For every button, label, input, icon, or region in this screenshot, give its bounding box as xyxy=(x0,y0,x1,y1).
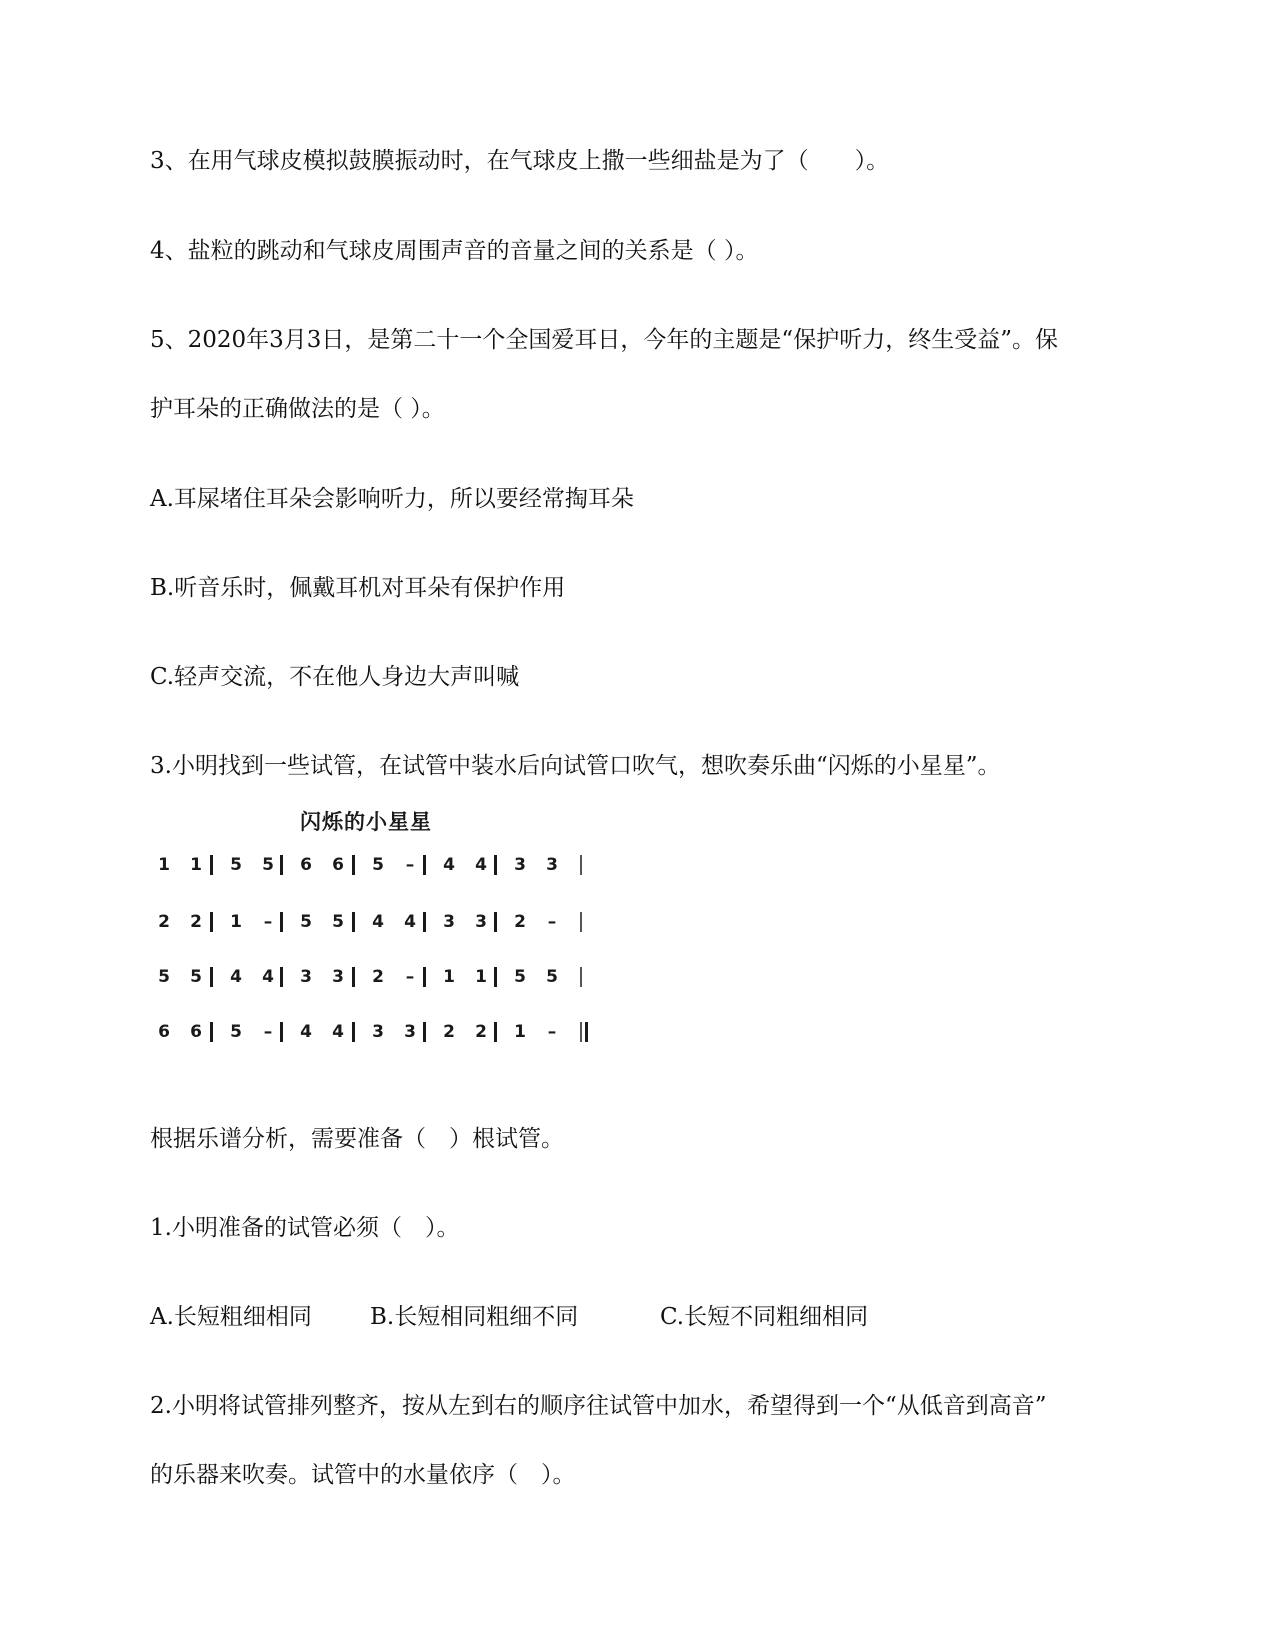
score-note: 5 xyxy=(262,855,274,875)
score-note: 2 xyxy=(158,912,170,932)
score-row xyxy=(150,907,620,937)
answer-option-a: A.长短粗细相同 xyxy=(150,1304,312,1330)
score-note: 5 xyxy=(546,967,558,987)
score-barline xyxy=(210,912,213,932)
score-note: 2 xyxy=(190,912,202,932)
score-note: 2 xyxy=(514,912,526,932)
score-barline xyxy=(280,967,283,987)
score-dash: – xyxy=(547,912,557,932)
score-note: 4 xyxy=(404,912,416,932)
score-dash: – xyxy=(263,1022,273,1042)
option-b: B.听音乐时，佩戴耳机对耳朵有保护作用 xyxy=(150,575,566,601)
score-note: 3 xyxy=(443,912,455,932)
question-tube-requirement: 1.小明准备的试管必须（ ）。 xyxy=(150,1215,460,1241)
score-final-barline xyxy=(585,1022,588,1042)
score-dash: – xyxy=(405,967,415,987)
score-note: 5 xyxy=(190,967,202,987)
question-water-line-1: 2.小明将试管排列整齐，按从左到右的顺序往试管中加水，希望得到一个“从低音到高音” xyxy=(150,1393,1047,1419)
score-note: 1 xyxy=(158,855,170,875)
score-dash: – xyxy=(547,1022,557,1042)
score-end-barline xyxy=(580,855,582,875)
option-c: C.轻声交流，不在他人身边大声叫喊 xyxy=(150,664,520,690)
question-tube-count: 根据乐谱分析，需要准备（ ）根试管。 xyxy=(150,1126,564,1152)
score-note: 4 xyxy=(300,1022,312,1042)
score-note: 6 xyxy=(190,1022,202,1042)
score-note: 5 xyxy=(514,967,526,987)
score-barline xyxy=(423,855,426,875)
score-barline xyxy=(423,1022,426,1042)
question-5-line-2: 护耳朵的正确做法的是（ ）。 xyxy=(150,396,445,422)
score-title: 闪烁的小星星 xyxy=(300,810,432,834)
score-note: 5 xyxy=(230,1022,242,1042)
score-note: 5 xyxy=(372,855,384,875)
score-note: 4 xyxy=(332,1022,344,1042)
score-barline xyxy=(280,855,283,875)
score-note: 5 xyxy=(300,912,312,932)
score-note: 4 xyxy=(262,967,274,987)
question-3-line: 3、在用气球皮模拟鼓膜振动时，在气球皮上撒一些细盐是为了（ ）。 xyxy=(150,148,890,174)
score-note: 3 xyxy=(372,1022,384,1042)
score-barline xyxy=(494,1022,497,1042)
answer-option-c: C.长短不同粗细相同 xyxy=(660,1304,869,1330)
score-barline xyxy=(423,912,426,932)
score-barline xyxy=(352,912,355,932)
score-note: 4 xyxy=(230,967,242,987)
score-barline xyxy=(352,967,355,987)
score-note: 4 xyxy=(372,912,384,932)
score-note: 2 xyxy=(443,1022,455,1042)
score-note: 1 xyxy=(190,855,202,875)
score-barline xyxy=(423,967,426,987)
answer-option-b: B.长短相同粗细不同 xyxy=(370,1304,579,1330)
score-note: 3 xyxy=(475,912,487,932)
score-barline xyxy=(210,855,213,875)
score-barline xyxy=(352,855,355,875)
score-barline xyxy=(210,967,213,987)
score-barline xyxy=(494,912,497,932)
option-a: A.耳屎堵住耳朵会影响听力，所以要经常掏耳朵 xyxy=(150,486,634,512)
score-note: 6 xyxy=(158,1022,170,1042)
question-water-line-2: 的乐器来吹奏。试管中的水量依序（ ）。 xyxy=(150,1462,576,1488)
score-dash: – xyxy=(405,855,415,875)
question-5-line-1: 5、2020年3月3日，是第二十一个全国爱耳日，今年的主题是“保护听力，终生受益”。保 xyxy=(150,327,1058,353)
score-note: 3 xyxy=(332,967,344,987)
score-note: 6 xyxy=(300,855,312,875)
score-note: 5 xyxy=(230,855,242,875)
score-note: 5 xyxy=(158,967,170,987)
score-row xyxy=(150,962,620,992)
score-note: 1 xyxy=(230,912,242,932)
music-score xyxy=(150,800,620,1060)
score-note: 4 xyxy=(443,855,455,875)
question-tubes-intro: 3.小明找到一些试管，在试管中装水后向试管口吹气，想吹奏乐曲“闪烁的小星星”。 xyxy=(150,753,1001,779)
score-note: 3 xyxy=(404,1022,416,1042)
score-note: 1 xyxy=(475,967,487,987)
question-4-line: 4、盐粒的跳动和气球皮周围声音的音量之间的关系是（ ）。 xyxy=(150,238,759,264)
score-note: 2 xyxy=(372,967,384,987)
score-note: 1 xyxy=(443,967,455,987)
score-note: 3 xyxy=(546,855,558,875)
score-end-barline xyxy=(580,967,582,987)
score-barline xyxy=(210,1022,213,1042)
score-barline xyxy=(494,855,497,875)
score-note: 1 xyxy=(514,1022,526,1042)
score-note: 5 xyxy=(332,912,344,932)
score-note: 4 xyxy=(475,855,487,875)
score-note: 3 xyxy=(514,855,526,875)
score-row xyxy=(150,850,620,880)
score-barline xyxy=(352,1022,355,1042)
score-barline xyxy=(494,967,497,987)
score-barline xyxy=(280,912,283,932)
score-note: 2 xyxy=(475,1022,487,1042)
score-row xyxy=(150,1017,620,1047)
score-barline xyxy=(280,1022,283,1042)
score-note: 3 xyxy=(300,967,312,987)
score-end-barline xyxy=(580,1022,582,1042)
score-note: 6 xyxy=(332,855,344,875)
score-end-barline xyxy=(580,912,582,932)
score-dash: – xyxy=(263,912,273,932)
